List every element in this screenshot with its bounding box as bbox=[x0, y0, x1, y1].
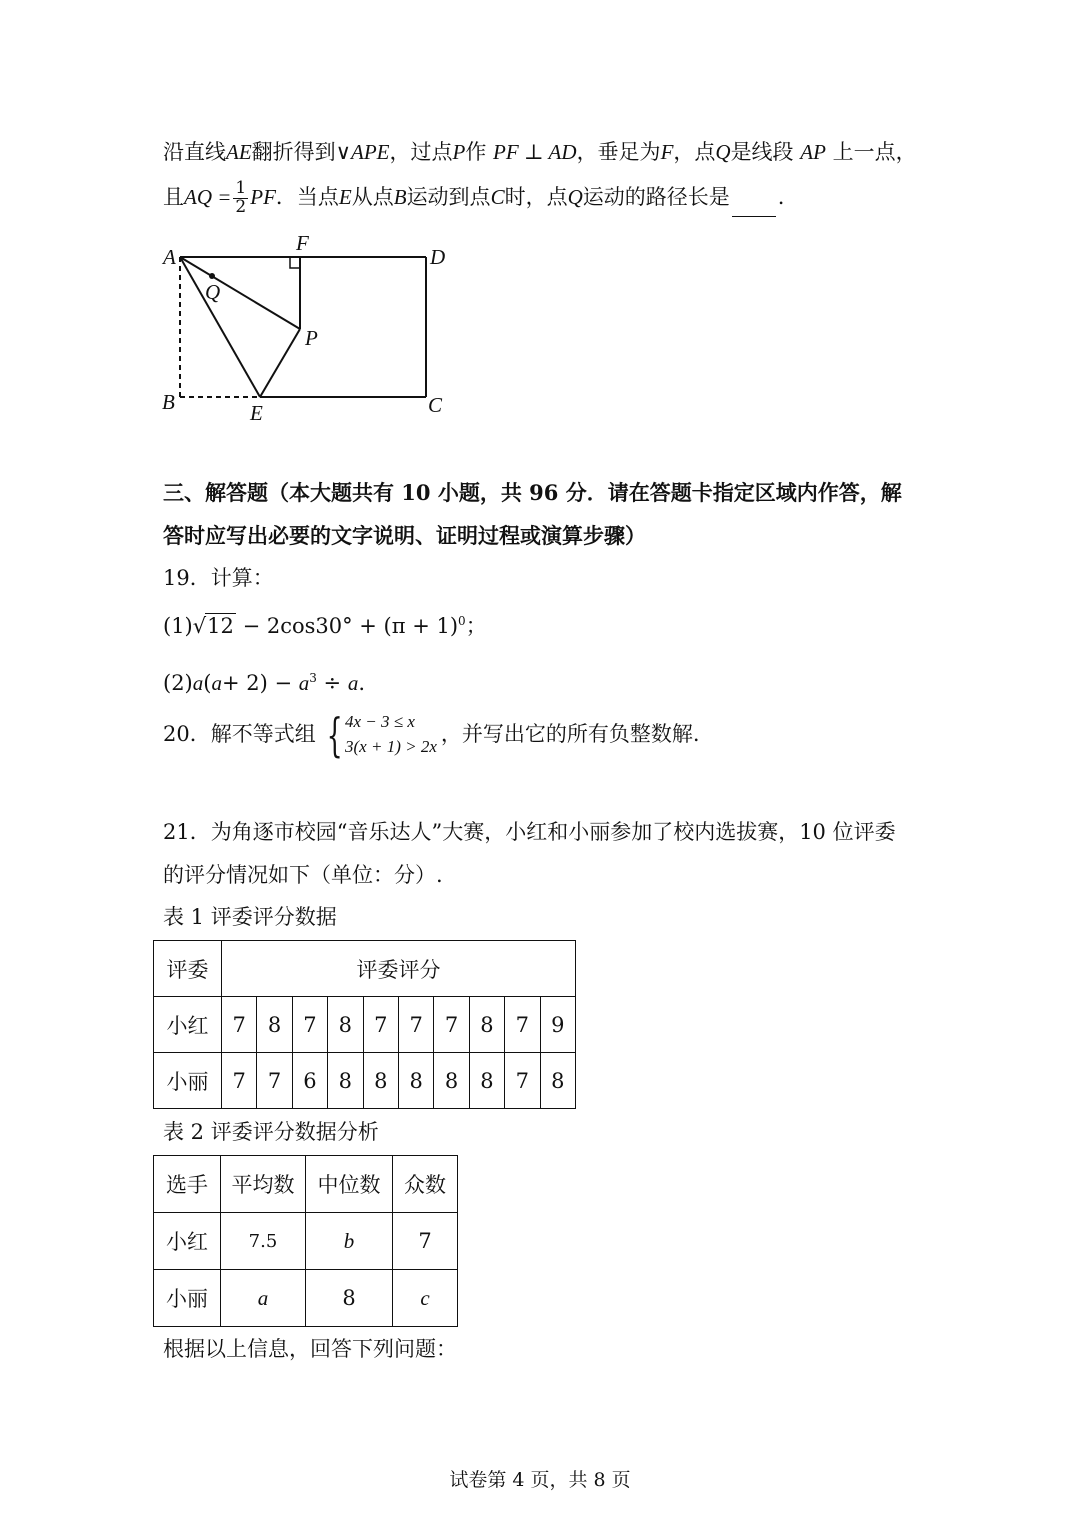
segment-EP bbox=[260, 329, 300, 397]
q21-line1: 21．为角逐市校园“音乐达人”大赛，小红和小丽参加了校内选拔赛，10 位评委 bbox=[163, 820, 896, 844]
score-cell: 8 bbox=[469, 997, 504, 1053]
label-D: D bbox=[430, 245, 446, 269]
score-cell: 7 bbox=[363, 997, 398, 1053]
score-cell: 7 bbox=[222, 1053, 257, 1109]
inequality-system bbox=[320, 707, 437, 762]
table-header-cell: 选手 bbox=[154, 1156, 221, 1213]
answer-blank bbox=[732, 195, 776, 217]
score-cell: 7 bbox=[505, 997, 540, 1053]
left-brace: { bbox=[326, 707, 343, 762]
table-row bbox=[154, 941, 576, 997]
score-table bbox=[153, 940, 576, 1109]
score-cell: 7 bbox=[434, 997, 469, 1053]
q19-part2: $(2)a(a+ 2) - a^3 \div a$. bbox=[163, 671, 366, 695]
mode-cell: 7 bbox=[393, 1213, 458, 1270]
analysis-table bbox=[153, 1155, 458, 1327]
label-P: P bbox=[305, 326, 318, 350]
score-cell: 8 bbox=[363, 1053, 398, 1109]
problem18-line1: 沿直线AE翻折得到∨APE，过点P作 PF ⊥ AD，垂足为F，点Q是线段 AP 上一点， bbox=[163, 140, 917, 164]
mode-cell: c bbox=[393, 1270, 458, 1327]
mean-cell: 7.5 bbox=[221, 1213, 306, 1270]
score-cell: 6 bbox=[292, 1053, 327, 1109]
segment-AP bbox=[180, 257, 300, 329]
geometry-figure bbox=[150, 225, 470, 430]
score-cell: 7 bbox=[292, 997, 327, 1053]
right-angle-mark bbox=[290, 257, 300, 268]
table-row bbox=[154, 1156, 458, 1213]
score-cell: 7 bbox=[257, 1053, 292, 1109]
table-header-cell: 众数 bbox=[393, 1156, 458, 1213]
table1-caption: 表 1 评委评分数据 bbox=[163, 905, 337, 929]
section3-heading-line1: 三、解答题（本大题共有 10 小题，共 96 分．请在答题卡指定区域内作答，解 bbox=[163, 480, 902, 505]
score-cell: 9 bbox=[540, 997, 575, 1053]
score-cell: 8 bbox=[540, 1053, 575, 1109]
table2-caption: 表 2 评委评分数据分析 bbox=[163, 1120, 379, 1144]
table-row bbox=[154, 1053, 576, 1109]
table-header-cell: 平均数 bbox=[221, 1156, 306, 1213]
score-cell: 8 bbox=[257, 997, 292, 1053]
row-name-cell: 小红 bbox=[154, 997, 222, 1053]
table-row bbox=[154, 1270, 458, 1327]
row-name-cell: 小红 bbox=[154, 1213, 221, 1270]
label-C: C bbox=[428, 393, 443, 417]
mean-cell: a bbox=[221, 1270, 306, 1327]
problem18-line2: 且AQ = $\frac{1}{2}$ PF．当点E从点B运动到点C时，点Q运动的路径长是 . bbox=[163, 178, 785, 217]
label-A: A bbox=[163, 245, 176, 269]
point-Q bbox=[209, 273, 215, 279]
label-Q: Q bbox=[205, 280, 221, 304]
score-cell: 7 bbox=[222, 997, 257, 1053]
label-F: F bbox=[296, 231, 309, 255]
score-cell: 8 bbox=[398, 1053, 433, 1109]
table-row bbox=[154, 1213, 458, 1270]
inequality-2: 3(x + 1) > 2x bbox=[345, 736, 437, 756]
score-cell: 7 bbox=[398, 997, 433, 1053]
median-cell: 8 bbox=[306, 1270, 393, 1327]
q21-closing: 根据以上信息，回答下列问题： bbox=[163, 1337, 457, 1361]
table-header-cell: 评委 bbox=[154, 941, 222, 997]
score-cell: 8 bbox=[328, 997, 363, 1053]
page-footer: 试卷第 4 页，共 8 页 bbox=[449, 1469, 631, 1491]
row-name-cell: 小丽 bbox=[154, 1270, 221, 1327]
inequality-1: 4x − 3 ≤ x bbox=[345, 712, 415, 731]
q19-title: 19．计算： bbox=[163, 566, 274, 590]
score-cell: 7 bbox=[505, 1053, 540, 1109]
score-cell: 8 bbox=[434, 1053, 469, 1109]
score-cell: 8 bbox=[328, 1053, 363, 1109]
fraction-one-half: $\frac{1}{2}$ bbox=[235, 178, 247, 217]
median-cell: b bbox=[306, 1213, 393, 1270]
label-B: B bbox=[162, 390, 175, 414]
q21-line2: 的评分情况如下（单位：分）. bbox=[163, 863, 443, 887]
label-E: E bbox=[250, 401, 263, 425]
q20-line: 20．解不等式组 { 4x − 3 ≤ x 3(x + 1) > 2x ，并写出它的所有负整数解. bbox=[163, 707, 700, 762]
score-cell: 8 bbox=[469, 1053, 504, 1109]
table-row bbox=[154, 997, 576, 1053]
table-header-cell: 中位数 bbox=[306, 1156, 393, 1213]
row-name-cell: 小丽 bbox=[154, 1053, 222, 1109]
section3-heading-line2: 答时应写出必要的文字说明、证明过程或演算步骤） bbox=[163, 523, 646, 548]
table-header-cell: 评委评分 bbox=[222, 941, 576, 997]
segment-AE bbox=[180, 257, 260, 397]
q19-part1: $(1)√12 - 2\cos 30^\circ + (\pi + 1)^0$； bbox=[163, 614, 487, 638]
